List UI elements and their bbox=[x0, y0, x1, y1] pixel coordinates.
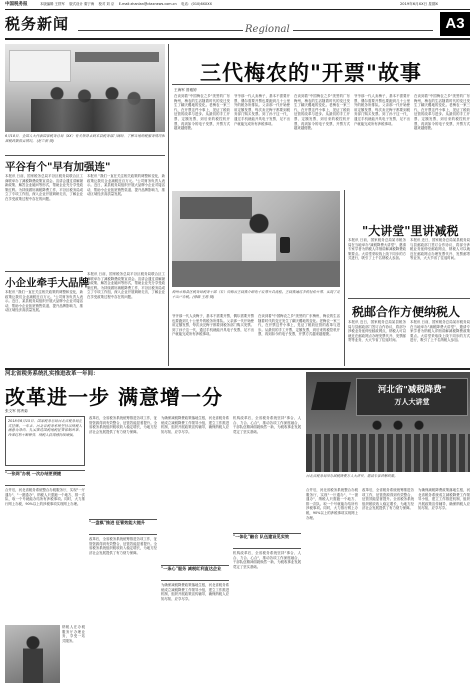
feature-rule bbox=[172, 84, 470, 85]
bottom-body-col7: 为确保减税降费政策落地生根，河北省税务系统成立减税降费工作领导小组，建立工作推进机制，组织开展政策宣传辅导，确保纳税人应知尽知、应享尽享。 bbox=[418, 488, 470, 511]
left-divider-2 bbox=[5, 271, 83, 272]
edition-number: A3 bbox=[445, 15, 465, 32]
photo-staff-figure bbox=[23, 635, 43, 683]
right-headline-2: 税邮合作方便纳税人 bbox=[352, 305, 461, 319]
left-body-2a: 本报讯 "我们一直在关注相关政策的调整和变化，新政策让我们企业减税近百万元。"公司财务负责人表示。近日，某县税务局组织开展大品牌小企业对接活动，帮助小企业拓宽销售渠道、提升品牌影响力，推动区域经济高质量发展。 bbox=[5, 290, 83, 313]
banner-title: 河北省"减税降费" bbox=[377, 385, 447, 395]
photo-wall-panel bbox=[9, 50, 71, 82]
column-divider-right bbox=[344, 190, 345, 366]
banner-caption: 河北省税务局举办减税降费万人大讲堂，邀请专家讲解政策。 bbox=[306, 474, 398, 478]
left-body-1a: 本报讯 日前，国家税务总局平谷区税务局联合区工商联举办了减税降费政策宣讲会。宣讲会通过讲解最新政策、解答企业疑问等形式，帮助企业充分享受政策红利。为持续做好减税降费工作，平谷区税务局成立了专项工作组，深入企业开展调研走访，了解企业在享受政策过程中存在的问题。 bbox=[5, 174, 83, 201]
left-news-photo bbox=[5, 44, 165, 132]
regional-label: Regional bbox=[245, 24, 290, 35]
feature-byline: 王海军 曾雅婷 bbox=[174, 88, 197, 92]
left-body-2b: 本报讯 日前，国家税务总局平谷区税务局联合区工商联举办了减税降费政策宣讲会。宣讲会通过讲解最新政策、解答企业疑问等形式，帮助企业充分享受政策红利。为持续做好减税降费工作，平谷区税务局成立了专项工作组，深入企业开展调研走访，了解企业在享受政策过程中存在的问题。 bbox=[87, 272, 165, 299]
edition-badge bbox=[440, 12, 470, 36]
right-headline-1: "大讲堂"里讲减税 bbox=[362, 224, 459, 238]
bottom-body-col3: 为确保减税降费政策落地生根，河北省税务系统成立减税降费工作领导小组，建立工作推进机制，组织开展政策宣传辅导，确保纳税人应知尽知、应享尽享。 bbox=[161, 416, 229, 434]
feature-body-col5: 在谈到着"中国梅农之乡"美誉的广东梅州，梅农的生活随着时代的变迁发生了翻天覆地的变化。老梅农一家三代，在开票这件小事上，见证了税收征管的改革与进步。从最初的手工开票、定额发票，到后来的税控机开票，再到如今的电子发票，开票方式越来越便捷。 bbox=[414, 94, 470, 131]
masthead-paper-name: 中国税务报 bbox=[5, 2, 28, 7]
bottom-left-photo bbox=[5, 625, 60, 683]
feature-photo bbox=[172, 191, 340, 287]
banner-audience bbox=[306, 434, 470, 472]
left-body-1b: 本报讯 "我们一直在关注相关政策的调整和变化，新政策让我们企业减税近百万元。"公司财务负责人表示。近日，某县税务局组织开展大品牌小企业对接活动，帮助小企业拓宽销售渠道、提升品牌影响力，推动区域经济高质量发展。 bbox=[87, 174, 165, 197]
feature-headline: 三代梅农的"开票"故事 bbox=[200, 60, 422, 85]
banner-logo-shape bbox=[311, 382, 351, 410]
lead-text: 2018年6月15日，国家税务总局河北省税务局正式挂牌。一年来，河北省税务系统坚持以纳税人满意为导向，扎实推进国税地税征管体制改革，改革红利不断释放，纳税人获得感持续增强。 bbox=[8, 419, 82, 437]
feature-photo-caption: 梅州市梅县区税务局税务干部（右）向梅农王晓燕介绍电子发票开具流程。王晓燕通过手机轻松开票，实现了足不出户办税。(徐路 王越 摄) bbox=[172, 290, 340, 299]
bottom-kicker: 河北省税务系统扎实推进改革一年间： bbox=[5, 371, 99, 377]
right-divider bbox=[348, 298, 470, 299]
bottom-section-rule bbox=[5, 368, 470, 370]
photo-bodies bbox=[31, 99, 155, 132]
right-body-1b: 本报讯 近日，国家税务总局某县税务局与县邮政部门签订合作协议，将部分涉税业务延伸至邮政网点，纳税人可以就近在邮政网点办理发票代开、发票邮寄等业务，大大节省了往返时间。 bbox=[410, 238, 470, 261]
feature-body-col3: 在谈到着"中国梅农之乡"美誉的广东梅州，梅农的生活随着时代的变迁发生了翻天覆地的变化。老梅农一家三代，在开票这件小事上，见证了税收征管的改革与进步。从最初的手工开票、定额发票，到后来的税控机开票，再到如今的电子发票，开票方式越来越便捷。 bbox=[294, 94, 350, 131]
feature-body-col7: 在谈到着"中国梅农之乡"美誉的广东梅州，梅农的生活随着时代的变迁发生了翻天覆地的变化。老梅农一家三代，在开票这件小事上，见证了税收征管的改革与进步。从最初的手工开票、定额发票，到后来的税控机开票，再到如今的电子发票，开票方式越来越便捷。 bbox=[258, 314, 340, 337]
column-divider-left bbox=[168, 44, 169, 366]
right-body-2a: 本报讯 近日，国家税务总局某县税务局与县邮政部门签订合作协议，将部分涉税业务延伸至邮政网点，纳税人可以就近在邮政网点办理发票代开、发票邮寄等业务，大大节省了往返时间。 bbox=[348, 320, 406, 343]
bottom-body-col4: 机构改革后，全省税务系统坚持"事合、人合、力合、心合"，推动各项工作深度融合，干部队伍精神面貌焕然一新，为税收事业发展奠定了坚实基础。 bbox=[233, 416, 301, 434]
photo-counter bbox=[172, 261, 340, 287]
subhead-3-text: "一条心"服务 减税红利直达企业 bbox=[161, 566, 222, 571]
banner-presenters bbox=[368, 418, 428, 436]
regional-rule bbox=[78, 30, 243, 31]
right-body-2b: 本报讯 日前，国家税务总局某市税务局在当地举办"减税降费大讲堂"，邀请专家学者为纳税人详细讲解减税降费政策要点。大讲堂采取线上线下同步的方式进行，吸引了上千名纳税人参加。 bbox=[410, 320, 470, 343]
photo-banner-strip bbox=[75, 52, 159, 62]
bottom-body-col4b: 机构改革后，全省税务系统坚持"事合、人合、力合、心合"，推动各项工作深度融合，干部队伍精神面貌焕然一新，为税收事业发展奠定了坚实基础。 bbox=[233, 551, 301, 569]
masthead-bottom-rule bbox=[5, 38, 470, 40]
subhead-1-text: "一张网"办税 一次办结更便捷 bbox=[5, 471, 62, 476]
regional-rule-right bbox=[293, 30, 433, 31]
left-divider-1 bbox=[5, 155, 165, 156]
banner-stage bbox=[356, 378, 468, 416]
section-title: 税务新闻 bbox=[5, 15, 70, 33]
feature-body-col2: 爷爷那一代人卖梅子，基本不需要开票，偶尔需要开票也要跑到几十公里外的税务所排队。父亲那一代开始使用定额发票，每次卖完梅子都要到税务部门购买发票。到了孙子这一代，通过手机就能开具电子发票，足不出户就能完成所有涉税事项。 bbox=[234, 94, 290, 126]
photo-phone bbox=[280, 237, 290, 253]
bottom-body-col3b: 为确保减税降费政策落地生根，河北省税务系统成立减税降费工作领导小组，建立工作推进机制，组织开展政策宣传辅导，确保纳税人应知尽知、应享尽享。 bbox=[161, 583, 229, 601]
subhead-4-text: "一体化"融合 队伍建设见实效 bbox=[233, 534, 290, 539]
bottom-byline: 张文军 郭秀菊 bbox=[5, 409, 28, 413]
subhead-4 bbox=[233, 533, 301, 549]
bottom-body-col1: 合并后，河北省税务系统整合办税服务厅，实现"一厅通办"、"一窗通办"，纳税人只需跑一个地方、排一次队、取一个号就能办结所有涉税事项。同时，大力推行网上办税，90%以上的涉税事项实现网上办理。 bbox=[5, 488, 85, 506]
bottom-headline: 改革进一步 满意增一分 bbox=[5, 385, 223, 409]
left-headline-1: 平谷有个"早有加强连" bbox=[5, 161, 111, 173]
bottom-body-col2: 改革后，全省税务系统统筹推进各项工作，征管资源得到有效整合，征管效能显著提升。全省税务系统组织税收收入稳定增长，为地方经济社会发展提供了有力财力保障。 bbox=[89, 416, 157, 434]
left-photo-caption: 6月18日，全国人大代表国家税务总局（XX）有关领导来到本县税务部门调研，了解当地纳税服务情况和减税政策落实情况。 (赵立新 摄) bbox=[5, 134, 165, 143]
bottom-body-col6: 改革后，全省税务系统统筹推进各项工作，征管资源得到有效整合，征管效能显著提升。全省税务系统组织税收收入稳定增长，为地方经济社会发展提供了有力财力保障。 bbox=[362, 488, 414, 511]
masthead-date: 2019年6月XX日 星期X bbox=[400, 2, 438, 6]
subhead-3 bbox=[161, 565, 229, 581]
feature-body-col1: 在谈到着"中国梅农之乡"美誉的广东梅州，梅农的生活随着时代的变迁发生了翻天覆地的变化。老梅农一家三代，在开票这件小事上，见证了税收征管的改革与进步。从最初的手工开票、定额发票，到后来的税控机开票，再到如今的电子发票，开票方式越来越便捷。 bbox=[174, 94, 230, 131]
banner-subtitle: 万人大讲堂 bbox=[394, 397, 430, 406]
feature-body-col6: 爷爷那一代人卖梅子，基本不需要开票，偶尔需要开票也要跑到几十公里外的税务所排队。父亲那一代开始使用定额发票，每次卖完梅子都要到税务部门购买发票。到了孙子这一代，通过手机就能开具电子发票，足不出户就能完成所有涉税事项。 bbox=[172, 314, 254, 337]
lead-box bbox=[5, 416, 85, 466]
bottom-body-col5: 合并后，河北省税务系统整合办税服务厅，实现"一厅通办"、"一窗通办"，纳税人只需跑一个地方、排一次队、取一个号就能办结所有涉税事项。同时，大力推行网上办税，90%以上的涉税事项实现网上办理。 bbox=[306, 488, 358, 520]
masthead-top-rule bbox=[5, 9, 470, 10]
banner-photo bbox=[306, 372, 470, 472]
feature-body-col4: 爷爷那一代人卖梅子，基本不需要开票，偶尔需要开票也要跑到几十公里外的税务所排队。父亲那一代开始使用定额发票，每次卖完梅子都要到税务部门购买发票。到了孙子这一代，通过手机就能开具电子发票，足不出户就能完成所有涉税事项。 bbox=[354, 94, 410, 126]
left-headline-2: 小企业牵手大品牌 bbox=[5, 277, 89, 289]
bottom-body-col2b: 改革后，全省税务系统统筹推进各项工作，征管资源得到有效整合，征管效能显著提升。全省税务系统组织税收收入稳定增长，为地方经济社会发展提供了有力财力保障。 bbox=[89, 537, 157, 555]
subhead-1 bbox=[5, 470, 85, 486]
masthead-info-line: 本版编辑 王铁军 版式设计 秦宁海 校对 刘 京 E-mail:zhanlan@ctaxnews.com.cn 电话：(010)6XXXX bbox=[40, 2, 212, 6]
subhead-2 bbox=[89, 519, 157, 535]
right-body-1a: 本报讯 日前，国家税务总局某市税务局在当地举办"减税降费大讲堂"，邀请专家学者为纳税人详细讲解减税降费政策要点。大讲堂采取线上线下同步的方式进行，吸引了上千名纳税人参加。 bbox=[348, 238, 406, 261]
subhead-2-text: "一盘棋"推进 征管效能大提升 bbox=[89, 520, 146, 525]
bottom-left-photo-caption: 纳税人在办税服务厅办理业务，享受一站式服务。 bbox=[62, 625, 85, 643]
